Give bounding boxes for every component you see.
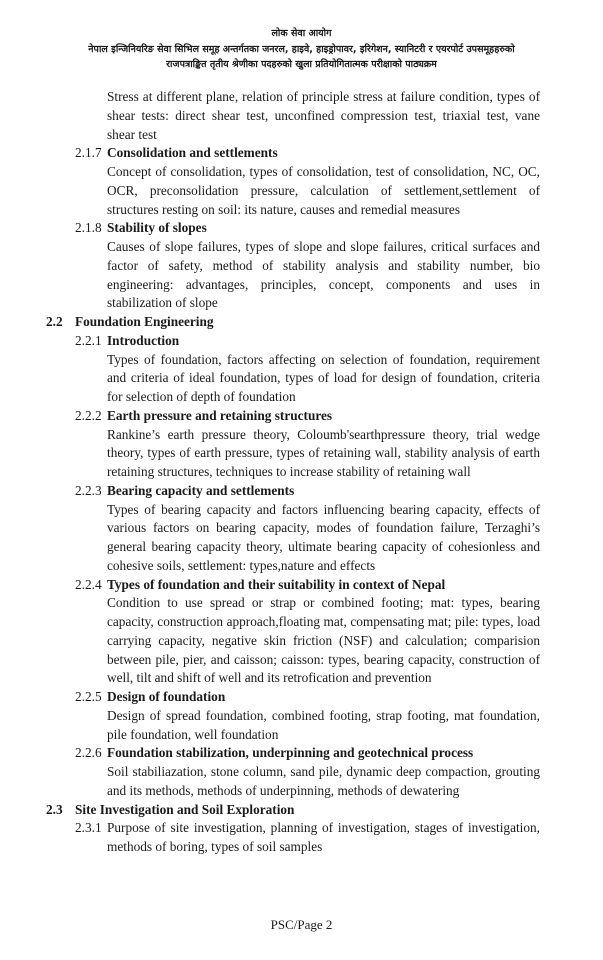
subsection-heading	[75, 332, 540, 351]
subsection-heading	[75, 744, 540, 763]
subsection-heading	[75, 219, 540, 238]
section-number: 2.3	[46, 801, 63, 817]
subsection-number: 2.2.6	[75, 745, 102, 761]
syllabus-content	[46, 88, 540, 857]
subsection-title: Design of foundation	[107, 689, 226, 704]
header-organization: लोक सेवा आयोग	[271, 28, 332, 39]
section-title: Site Investigation and Soil Exploration	[75, 801, 295, 817]
subsection-body: Causes of slope failures, types of slope and slope failures, critical surfaces and factor of safety, method of stability analysis and stability number, bio engineering: advantages, principles, concept, components and uses in stabilization of slope	[107, 239, 540, 311]
section-heading	[46, 313, 540, 332]
subsection-heading	[75, 407, 540, 426]
section-title: Foundation Engineering	[75, 314, 214, 329]
subsection-body: Types of foundation, factors affecting on selection of foundation, requirement and criteria of ideal foundation, types of load for design of foundation, criteria for selection of depth of foundation	[107, 351, 540, 404]
subsection-heading	[75, 688, 540, 707]
subsection-body: Purpose of site investigation, planning of investigation, stages of investigation, methods of boring, types of soil samples	[107, 820, 540, 854]
header-syllabus-title: राजपत्राङ्कित तृतीय श्रेणीका पदहरुको खुला प्रतियोगितात्मक परीक्षाको पाठ्यक्रम	[166, 59, 437, 70]
subsection-title: Stability of slopes	[107, 220, 207, 236]
subsection-body: Types of bearing capacity and factors influencing bearing capacity, effects of various factors on bearing capacity, modes of foundation failure, Terzaghi’s general bearing capacity theory, ultimate bearing capacity of cohesionless and cohesive soils, settlement: types,nature and effects	[107, 501, 540, 573]
subsection-number: 2.2.1	[75, 332, 102, 348]
document-header	[0, 26, 603, 73]
subsection-number: 2.2.4	[75, 576, 102, 592]
subsection-number: 2.2.2	[75, 407, 102, 423]
subsection-title: Consolidation and settlements	[107, 145, 278, 161]
page-footer: PSC/Page 2	[270, 917, 333, 932]
subsection-title: Types of foundation and their suitability in context of Nepal	[107, 576, 446, 592]
subsection-body: Rankine’s earth pressure theory, Coloumb'searthpressure theory, trial wedge theory, types of earth pressure, types of retaining wall, stability analysis of earth retaining structures, techniques to increase stability of retaining wall	[107, 426, 540, 479]
intro-paragraph: Stress at different plane, relation of principle stress at failure condition, types of shear tests: direct shear test, unconfined compression test, triaxial test, vane shear test	[107, 89, 540, 142]
section-number: 2.2	[46, 314, 63, 329]
subsection-heading	[75, 576, 540, 595]
section-heading	[46, 801, 540, 820]
subsection-number: 2.3.1	[75, 820, 102, 836]
subsection-body: Soil stabiliazation, stone column, sand pile, dynamic deep compaction, grouting and its methods, methods of underpinning, methods of dewatering	[107, 764, 540, 798]
subsection-item	[75, 819, 540, 857]
subsection-body: Design of spread foundation, combined footing, strap footing, mat foundation, pile foundation, well foundation	[107, 707, 540, 742]
subsection-title: Earth pressure and retaining structures	[107, 407, 333, 423]
subsection-title: Introduction	[107, 332, 180, 348]
subsection-heading	[75, 482, 540, 501]
subsection-number: 2.2.5	[75, 689, 102, 704]
subsection-number: 2.2.3	[75, 482, 102, 498]
subsection-body: Condition to use spread or strap or combined footing; mat: types, bearing capacity, construction approach,floating mat, compensating mat; pile: types, load carrying capacity, negative skin friction (NSF) and calculation; comparision between pile, pier, and caisson; caisson: types, bearing capacity, construction of well, tilt and shift of well and its retrofication and prevention	[107, 595, 540, 686]
subsection-title: Bearing capacity and settlements	[107, 482, 295, 498]
subsection-body: Concept of consolidation, types of consolidation, test of consolidation, NC, OC, OCR, preconsolidation pressure, calculation of settlement,settlement of structures resting on soil: its nature, causes and remedial measures	[107, 164, 540, 217]
header-service: नेपाल इन्जिनियरिङ सेवा सिभिल समूह अन्तर्गतका जनरल, हाइवे, हाइड्रोपावर, इरिगेशन, स्यानिटरी र एयरपोर्ट उपसमूहहरुको	[88, 43, 515, 55]
subsection-heading	[75, 144, 540, 163]
subsection-title: Foundation stabilization, underpinning and geotechnical process	[107, 745, 474, 761]
subsection-number: 2.1.7	[75, 145, 102, 161]
subsection-number: 2.1.8	[75, 220, 102, 236]
